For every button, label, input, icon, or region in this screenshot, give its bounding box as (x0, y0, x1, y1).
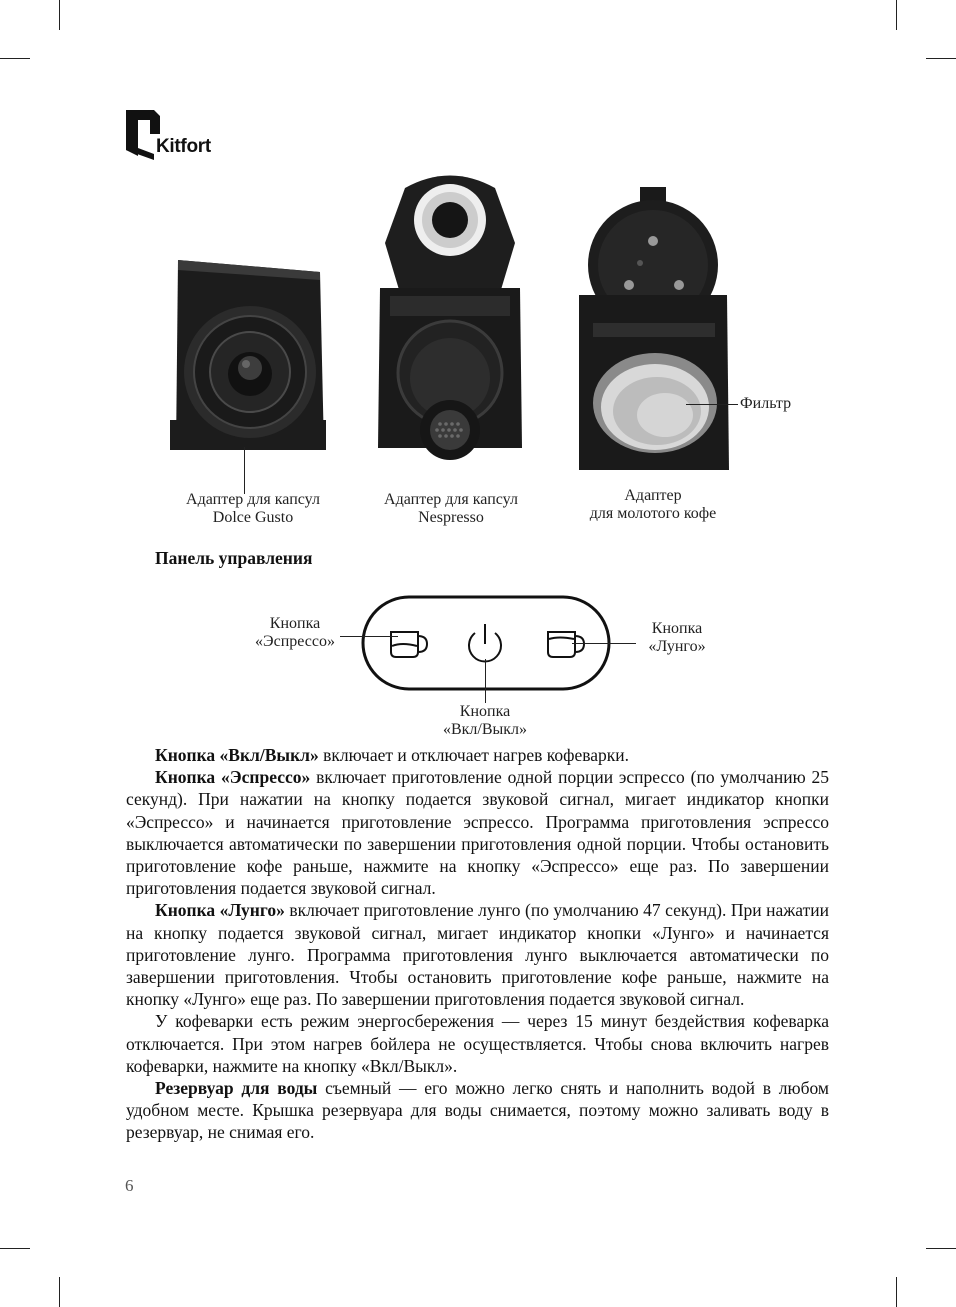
leader-line (244, 447, 245, 494)
leader-line (485, 659, 486, 703)
caption-line: «Лунго» (648, 638, 706, 655)
caption-line: для молотого кофе (589, 505, 717, 522)
paragraph (126, 744, 829, 766)
crop-mark (926, 1248, 956, 1249)
panel-heading: Панель управления (155, 548, 313, 568)
filter-caption: Фильтр (740, 395, 792, 412)
caption-line: «Вкл/Выкл» (442, 721, 528, 738)
paragraph-bold: Кнопка «Лунго» (155, 900, 285, 921)
caption-line: Кнопка (269, 615, 321, 632)
caption-line: Адаптер для капсул (384, 491, 518, 508)
crop-mark (59, 0, 60, 30)
page-number: 6 (125, 1176, 134, 1195)
paragraph-bold: Кнопка «Эспрессо» (155, 767, 311, 788)
crop-mark (896, 1277, 897, 1307)
caption-line: Кнопка (651, 620, 703, 637)
paragraph (126, 1077, 829, 1144)
paragraph-text: У кофеварки есть режим энергосбережения — через 15 минут бездействия кофеварка отключается. При этом нагрев бойлера не осуществляется. Чтобы снова включить нагрев кофеварки, нажмите на кнопку «Вкл/Выкл». (126, 1011, 829, 1076)
paragraph-text: включает и отключает нагрев кофеварки. (318, 745, 630, 765)
crop-mark (0, 58, 30, 59)
paragraph (126, 766, 829, 899)
paragraph (126, 1010, 829, 1077)
ground-coffee-adapter-image (575, 185, 735, 475)
paragraph (126, 899, 829, 1010)
brand-name: Kitfort (156, 136, 211, 157)
crop-mark (0, 1248, 30, 1249)
control-panel-diagram (358, 594, 614, 694)
paragraph-text: включает приготовление одной порции эспрессо (по умолчанию 25 секунд). При нажатии на кнопку подается звуковой сигнал, мигает индикатор кнопки «Эспрессо» и начинается приготовление эспрессо. Программа приготовления эспрессо выключается автоматически по завершении приготовления одной порции. Чтобы остановить приготовление кофе раньше, нажмите на кнопку «Эспрессо» еще раз. По завершении приготовления подается звуковой сигнал. (126, 767, 829, 899)
paragraph-bold: Резервуар для воды (155, 1078, 318, 1099)
dolce-gusto-adapter-image (170, 250, 330, 455)
caption-line: Nespresso (418, 509, 484, 526)
crop-mark (926, 58, 956, 59)
caption-line: Адаптер (624, 487, 682, 504)
crop-mark (896, 0, 897, 30)
caption-line: «Эспрессо» (255, 633, 335, 650)
nespresso-caption (368, 491, 534, 527)
dolce-gusto-caption (168, 491, 338, 527)
paragraph-bold: Кнопка «Вкл/Выкл» (155, 745, 319, 765)
power-button-label (432, 703, 538, 739)
leader-line (686, 404, 738, 405)
ground-coffee-caption (575, 487, 731, 523)
espresso-button-label (245, 615, 345, 651)
paragraph-text: съемный — его можно легко снять и наполнить водой в любом удобном месте. Крышка резервуара для воды снимается, поэтому можно заливать воду в резервуар, не снимая его. (126, 1078, 829, 1143)
nespresso-adapter-image (370, 168, 530, 470)
caption-line: Кнопка (459, 703, 511, 720)
leader-line (340, 636, 398, 637)
leader-line (572, 643, 636, 644)
caption-line: Dolce Gusto (212, 509, 294, 526)
body-text (126, 744, 829, 1144)
paragraph-text: включает приготовление лунго (по умолчанию 47 секунд). При нажатии на кнопку подается звуковой сигнал, мигает индикатор кнопки «Лунго» и начинается приготовление лунго. Программа приготовления лунго выключается автоматически по завершении приготовления. Чтобы остановить приготовление кофе раньше, нажмите на кнопку «Лунго» еще раз. По завершении приготовления подается звуковой сигнал. (126, 900, 829, 1010)
crop-mark (59, 1277, 60, 1307)
lungo-button-label (636, 620, 718, 656)
caption-line: Адаптер для капсул (186, 491, 320, 508)
